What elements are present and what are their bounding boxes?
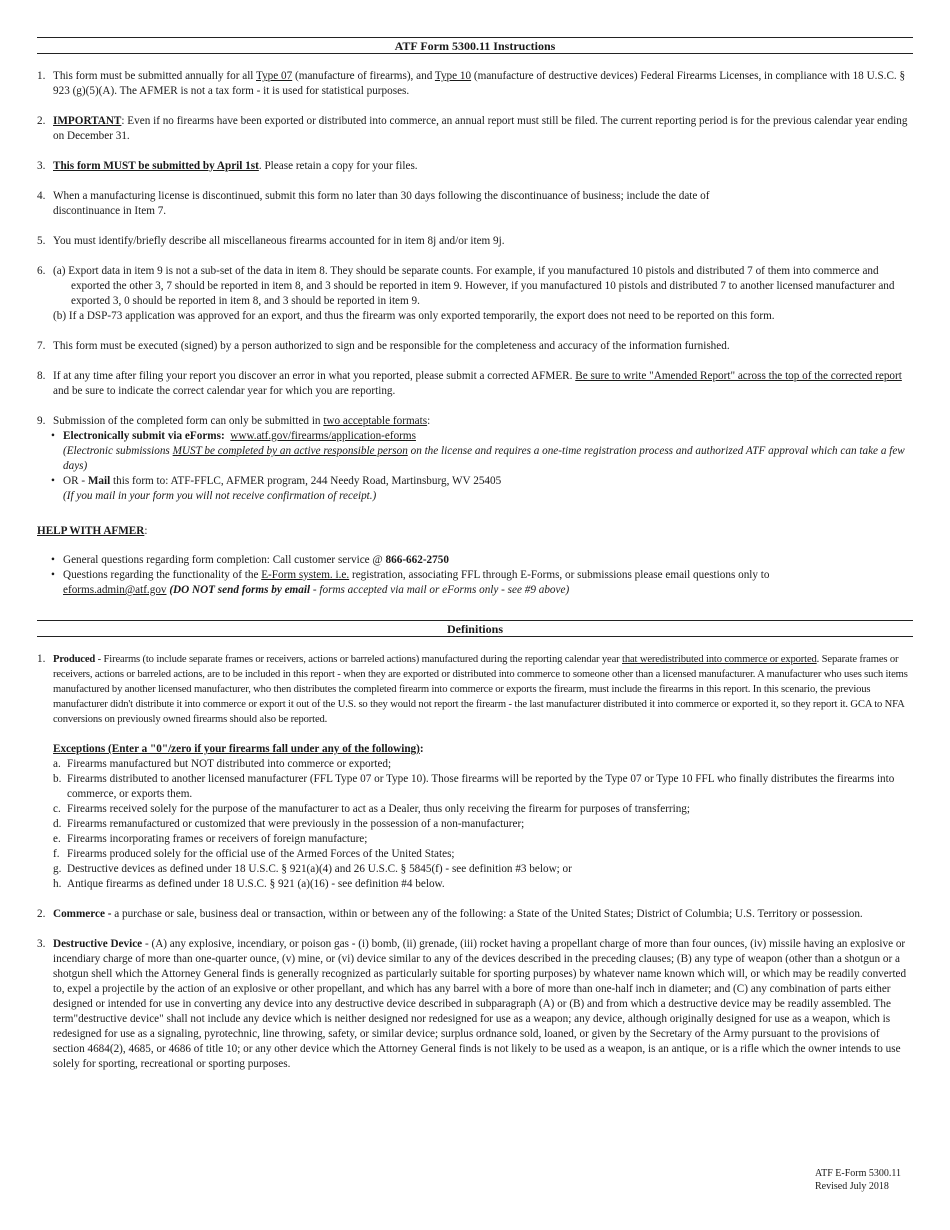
bullet-icon: • <box>51 554 55 566</box>
help-bullet-phone: • General questions regarding form completion: Call customer service @ 866-662-2750 <box>51 554 449 566</box>
exception-letter: b. <box>53 773 62 785</box>
help-list <box>37 553 913 598</box>
exception-text: Firearms produced solely for the official use of the Armed Forces of the United States; <box>67 848 455 860</box>
important-label: IMPORTANT <box>53 115 122 127</box>
exception-text: Antique firearms as defined under 18 U.S.C. § 921 (a)(16) - see definition #4 below. <box>67 878 445 890</box>
help-heading: HELP WITH AFMER: <box>37 525 148 537</box>
bullet-icon: • <box>51 475 55 487</box>
exception-text: Firearms received solely for the purpose of the manufacturer to act as a Dealer, thus only receiving the firearm for purposes of transferring; <box>67 803 691 815</box>
exception-letter: h. <box>53 878 62 890</box>
form-footer <box>815 1167 901 1193</box>
exceptions-heading: Exceptions (Enter a "0"/zero if your firearms fall under any of the following): <box>53 743 424 755</box>
exception-item <box>53 802 913 817</box>
bullet-icon: • <box>51 430 55 442</box>
exception-item <box>53 847 913 862</box>
exception-item <box>53 817 913 832</box>
exception-text: Destructive devices as defined under 18 U.S.C. § 921(a)(4) and 26 U.S.C. § 5845(f) - see definition #3 below; or <box>67 863 572 875</box>
bullet-icon: • <box>51 569 55 581</box>
definition-1: 1. Produced - Firearms (to include separate frames or receivers, actions or barreled actions) manufactured during the reporting calendar year that weredistributed into commerce or exported. Separate frames or receivers, actions or barreled actions, are to be included in this report - when they are exported or distributed into commerce to someone other than a licensed manufacturer. A manufacturer who uses such items manufactured by another licensed manufacturer, who then distributes the completed firearm into commerce or exports the firearm, must include the firearms in this report. In this scenario, the previous manufacturer didn't distribute it into commerce or export it out of the U.S. so they would not report the firearm - the last manufacturer distributed it into commerce or exported it, so they report it. GCA to NFA conversions on previously owned firearms should also be reported. Exceptions (Enter a "0"/zero if your firearms fall under any of the following): a. Firearms manufactured but NOT distributed into commerce or exported; b. Firearms distributed to another licensed manufacturer (FFL Type 07 or Type 10). Those firearms will be reported by the Type 07 or Type 10 FFL who finally distributes the firearms into commerce, or exports them. c. Firearms received solely for the purpose of the manufacturer to act as a Dealer, thus only receiving the firearm for purposes of transferring; d. Firearms remanufactured or customized that were previously in the possession of a non-manufacturer; e. Firearms incorporating frames or receivers of foreign manufacture; f. Firearms produced solely for the official use of the Armed Forces of the United States; g. Destructive devices as defined under 18 U.S.C. § 921(a)(4) and 26 U.S.C. § 5845(f) - see definition #3 below; or h. Antique firearms as defined under 18 U.S.C. § 921 (a)(16) - see definition #4 below. <box>37 652 913 892</box>
instruction-6b: (b) If a DSP-73 application was approved for an export, and thus the firearm was only exported temporarily, the export does not need to be reported on this form. <box>53 310 775 322</box>
eforms-note: (Electronic submissions MUST be completed by an active responsible person on the license and requires a one-time registration process and authorized ATF approval which can take a few days) <box>63 445 905 472</box>
instructions-header: ATF Form 5300.11 Instructions <box>37 37 913 54</box>
definitions-header: Definitions <box>37 620 913 637</box>
instruction-7: 7. This form must be executed (signed) by a person authorized to sign and be responsible for the completeness and accuracy of the information furnished. <box>37 340 730 352</box>
email-link[interactable]: eforms.admin@atf.gov <box>63 584 167 596</box>
item-number: 1. <box>37 70 46 82</box>
definition-3: 3. Destructive Device - (A) any explosive, incendiary, or poison gas - (i) bomb, (ii) grenade, (iii) rocket having a propellant charge of more than four ounces, (iv) missile having an explosive or incendiary charge of more than one-quarter ounce, (v) mine, or (vi) device similar to any of the devices described in the preceding clauses; (B) any type of weapon (other than a shotgun or a shotgun shell which the Attorney General finds is generally recognized as particularly suitable for sporting purposes) by whatever name known which will, or which may be readily converted to, expel a projectile by the action of an explosive or other propellant, and which has any barrel with a bore of more than one-half inch in diameter; and (C) any combination of parts either designed or intended for use in converting any device into any destructive device described in subparagraph (A) or (B) and from which a destructive device may be readily assembled. The term"destructive device" shall not include any device which is neither designed nor redesigned for use as a weapon; any device, although originally designed for use as a weapon, which is redesigned for use as a signaling, pyrotechnic, line throwing, safety, or similar device; surplus ordnance sold, loaned, or given by the Secretary of the Army pursuant to the provisions of section 4684(2), 4685, or 4686 of title 10; or any other device which the Attorney General finds is not likely to be used as a weapon, is an antique, or is a rifle which the owner intends to use solely for sporting, recreational or sporting purposes. <box>37 938 907 1070</box>
exception-letter: c. <box>53 803 61 815</box>
eforms-bullet: • Electronically submit via eForms: www.atf.gov/firearms/application-eforms <box>51 430 416 442</box>
revision-date: Revised July 2018 <box>815 1181 889 1192</box>
exception-item <box>53 832 913 847</box>
deadline-text: This form MUST be submitted by April 1st <box>53 160 259 172</box>
exception-item <box>53 877 913 892</box>
help-bullet-email: • Questions regarding the functionality of the E-Form system. i.e. registration, associating FFL through E-Forms, or submissions please email questions only to eforms.admin@atf.gov (DO NOT send forms by email - forms accepted via mail or eForms only - see #9 above) <box>51 569 770 596</box>
definition-produced-text: Produced - Firearms (to include separate frames or receivers, actions or barreled actions) manufactured during the reporting calendar year that weredistributed into commerce or exported. Separate frames or receivers, actions or barreled actions, are to be included in this report - when they are exported or distributed into commerce to someone other than a licensed manufacturer. A manufacturer who uses such items manufactured by another licensed manufacturer, who then distributes the completed firearm into commerce or exports the firearm, must include the firearms in this report. In this scenario, the previous manufacturer didn't distribute it into commerce or export it out of the U.S. so they would not report the firearm - the last manufacturer distributed it into commerce or exported it, so they report it. GCA to NFA conversions on previously owned firearms should also be reported. <box>53 654 908 725</box>
instruction-9: 9. Submission of the completed form can only be submitted in two acceptable formats: • Electronically submit via eForms: www.atf.gov/firearms/application-eforms (Electronic submissions MUST be completed by an active responsible person on the license and requires a one-time registration process and authorized ATF approval which can take a few days) • OR - Mail this form to: ATF-FFLC, AFMER program, 244 Needy Road, Martinsburg, WV 25405 (If you mail in your form you will not receive confirmation of receipt.) <box>37 414 913 504</box>
instruction-2: 2. IMPORTANT: Even if no firearms have been exported or distributed into commerce, an annual report must still be filed. The current reporting period is for the previous calendar year ending on December 31. <box>37 115 908 142</box>
exception-item <box>53 862 913 877</box>
exception-letter: a. <box>53 758 61 770</box>
exception-letter: e. <box>53 833 61 845</box>
instruction-1: 1. This form must be submitted annually for all Type 07 (manufacture of firearms), and Type 10 (manufacture of destructive devices) Federal Firearms Licenses, in compliance with 18 U.S.C. § 923 (g)(5)(A). The AFMER is not a tax form - it is used for statistical purposes. <box>37 70 906 97</box>
instruction-6: 6. (a) Export data in item 9 is not a sub-set of the data in item 8. They should be separate counts. For example, if you manufactured 10 pistols and distributed 7 of them into commerce and exported the other 3, 7 should be reported in item 8, and 3 should be reported in item 9. However, if you manufactured 10 pistols and distributed 7 to another licensed manufacturer and exported 3, 0 should be reported in item 8, and 3 should be reported in item 9. (b) If a DSP-73 application was approved for an export, and thus the firearm was only exported temporarily, the export does not need to be reported on this form. <box>37 264 913 324</box>
instruction-4: 4. When a manufacturing license is discontinued, submit this form no later than 30 days following the discontinuance of business; include the date of discontinuance in Item 7. <box>37 190 710 217</box>
phone-number: 866-662-2750 <box>385 554 449 566</box>
definition-2: 2. Commerce - a purchase or sale, business deal or transaction, within or between any of the following: a State of the United States; District of Columbia; U.S. Territory or possession. <box>37 908 863 920</box>
exception-letter: g. <box>53 863 62 875</box>
exceptions-list <box>53 757 913 892</box>
exception-letter: f. <box>53 848 60 860</box>
instruction-3: 3. This form MUST be submitted by April 1st. Please retain a copy for your files. <box>37 160 418 172</box>
exception-item <box>53 757 913 772</box>
form-page <box>37 37 913 1072</box>
instruction-5: 5. You must identify/briefly describe all miscellaneous firearms accounted for in item 8j and/or item 9j. <box>37 235 505 247</box>
exception-text: Firearms manufactured but NOT distributed into commerce or exported; <box>67 758 392 770</box>
exception-text: Firearms remanufactured or customized that were previously in the possession of a non-manufacturer; <box>67 818 525 830</box>
instruction-8: 8. If at any time after filing your report you discover an error in what you reported, please submit a corrected AFMER. Be sure to write "Amended Report" across the top of the corrected report and be sure to indicate the correct calendar year for which you are reporting. <box>37 370 902 397</box>
form-number: ATF E-Form 5300.11 <box>815 1168 902 1179</box>
eforms-link[interactable]: www.atf.gov/firearms/application-eforms <box>230 430 416 442</box>
exception-text: Firearms incorporating frames or receivers of foreign manufacture; <box>67 833 368 845</box>
amended-report-note: Be sure to write "Amended Report" across the top of the corrected report <box>575 370 902 382</box>
mail-note: (If you mail in your form you will not receive confirmation of receipt.) <box>63 490 377 502</box>
instruction-6a: (a) Export data in item 9 is not a sub-set of the data in item 8. They should be separate counts. For example, if you manufactured 10 pistols and distributed 7 of them into commerce and exported the other 3, 7 should be reported in item 8, and 3 should be reported in item 9. However, if you manufactured 10 pistols and distributed 7 to another licensed manufacturer and exported 3, 0 should be reported in item 8, and 3 should be reported in item 9. <box>53 265 895 307</box>
exception-letter: d. <box>53 818 62 830</box>
exception-text: Firearms distributed to another licensed manufacturer (FFL Type 07 or Type 10). Those firearms will be reported by the Type 07 or Type 10 FFL who finally distributes the firearms into commerce, or exports them. <box>67 773 895 800</box>
exception-item <box>53 772 913 802</box>
mail-bullet: • OR - Mail this form to: ATF-FFLC, AFMER program, 244 Needy Road, Martinsburg, WV 25405 <box>51 475 502 487</box>
